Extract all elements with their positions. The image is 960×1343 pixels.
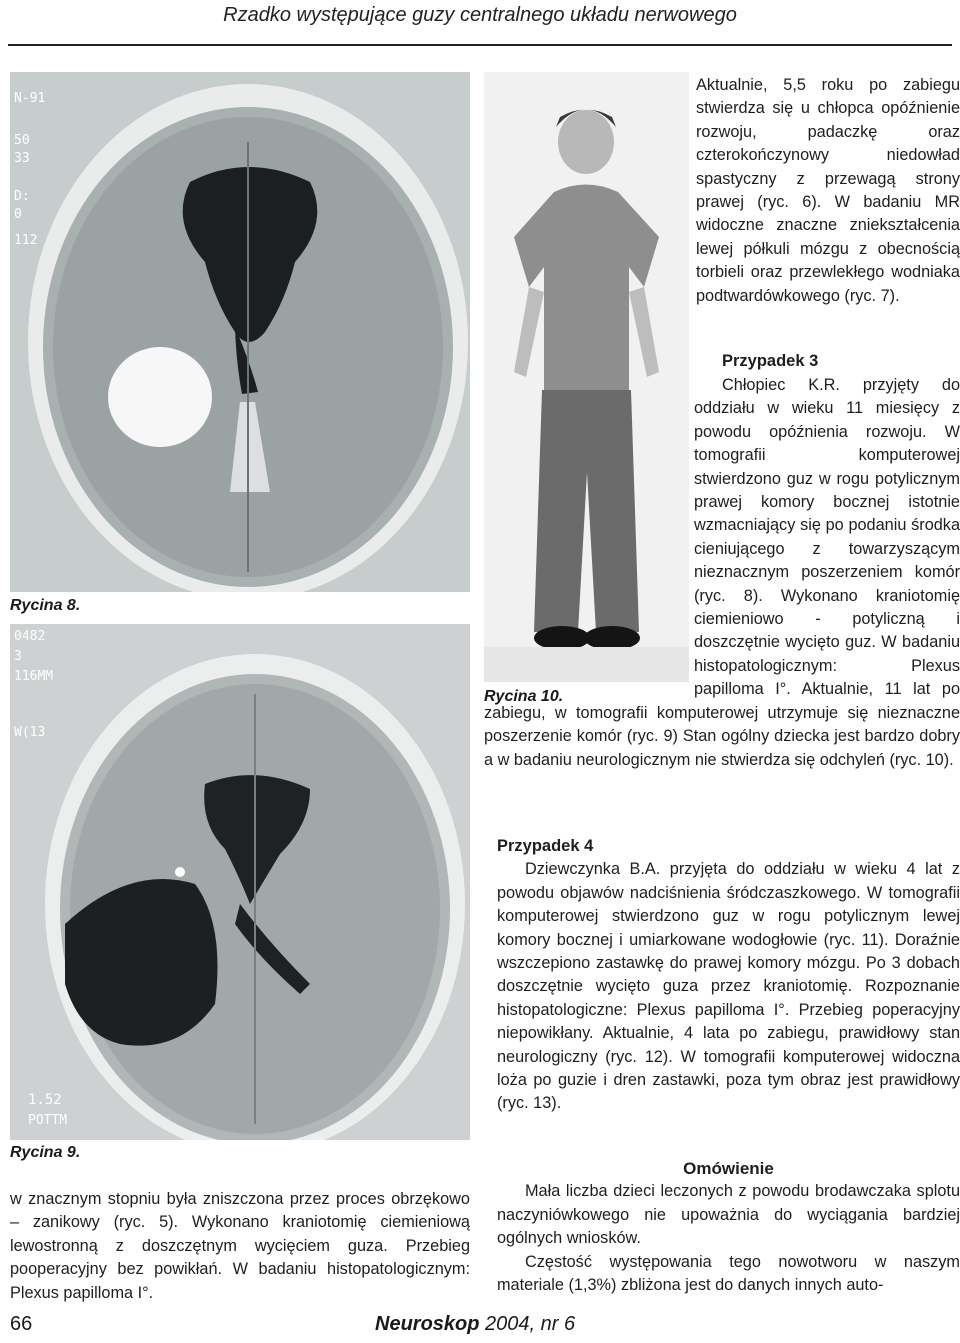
- ct-scan-figure-8: [10, 72, 470, 592]
- case4-heading: Przypadek 4: [497, 837, 594, 855]
- scan-overlay-text: 50: [14, 133, 30, 148]
- section-case3: [696, 350, 960, 373]
- scan-overlay-text: W(13: [14, 725, 46, 740]
- scan-overlay-text: 116MM: [14, 669, 54, 684]
- section-case4: [497, 835, 960, 1116]
- scan-overlay-text: 0: [14, 207, 22, 222]
- ct-scan-figure-9: [10, 624, 470, 1140]
- figure-10-caption: Rycina 10.: [484, 688, 564, 705]
- discussion-paragraph-1: Mała liczba dzieci leczonych z powodu brodawczaka splotu naczyniówkowego nie upoważnia do wyciągania bardziej ogólnych wniosków.: [497, 1182, 960, 1248]
- discussion-paragraph-2: Częstość występowania tego nowotworu w naszym materiale (1,3%) zbliżona jest do danych innych auto-: [497, 1252, 960, 1295]
- case4-body: Dziewczynka B.A. przyjęta do oddziału w wieku 4 lat z powodu objawów nadciśnienia śródczaszkowego. W tomografii komputerowej stwierdzono guz w rogu potylicznym lewej komory bocznej i umiarkowane wodogłowie (ryc. 11). Doraźnie wszczepiono zastawkę do prawej komory mózgu. Po 3 dobach doszczętnie wycięto guza przez kraniotomię. Rozpoznanie histopatologiczne: Plexus papilloma I°. Przebieg poperacyjny niepowikłany. Aktualnie, 4 lata po zabiegu, prawidłowy stan neurologiczny (ryc. 12). W tomografii komputerowej widoczna loża po guzie i dren zastawki, poza tym obraz jest prawidłowy (ryc. 13).: [497, 860, 960, 1113]
- journal-name: Neuroskop: [375, 1313, 480, 1335]
- running-header: [0, 0, 960, 34]
- paragraph-case2-followup: [696, 74, 960, 308]
- section-discussion: [497, 1157, 960, 1297]
- paragraph-text: w znacznym stopniu była zniszczona przez proces obrzękowo – zanikowy (ryc. 5). Wykonano kraniotomię ciemieniową lewostronną z doszczętnym wycięciem guza. Przebieg pooperacyjny bez powikłań. W badaniu histopatologicznym: Plexus papilloma I°.: [10, 1190, 470, 1302]
- case3-body-wrap: [484, 374, 960, 772]
- header-rule: [8, 44, 952, 46]
- paragraph-case2-surgery: [10, 1188, 470, 1305]
- scan-overlay-text: D:: [14, 189, 30, 204]
- journal-issue: 2004, nr 6: [485, 1313, 576, 1335]
- running-header-title: Rzadko występujące guzy centralnego układu nerwowego: [223, 4, 737, 26]
- case3-heading: Przypadek 3: [722, 352, 819, 370]
- scan-overlay-text: 0482: [14, 629, 46, 644]
- figure-8-caption: Rycina 8.: [10, 597, 81, 614]
- case3-body: Chłopiec K.R. przyjęty do oddziału w wieku 11 miesięcy z powodu opóźnienia rozwoju. W tomografii komputerowej stwierdzono guz w rogu potylicznym prawej komory bocznej istotnie wzmacniający się po podaniu środka cieniującego z towarzyszącym nieznacznym poszerzeniem komór (ryc. 8). Wykonano kraniotomię ciemieniowo - potyliczną i doszczętnie wycięto guz. W badaniu histopatologicznym: Plexus papilloma I°. Aktualnie, 11 lat po zabiegu, w tomografii komputerowej utrzymuje się nieznaczne poszerzenie komór (ryc. 9) Stan ogólny dziecka jest bardzo dobry a w badaniu neurologicznym nie stwierdza się odchyleń (ryc. 10).: [484, 376, 960, 769]
- scan-overlay-text: 33: [14, 151, 30, 166]
- case3-photo-float: [484, 374, 694, 696]
- scan-overlay-text: 112: [14, 233, 38, 248]
- page-number: 66: [10, 1313, 33, 1335]
- scan-overlay-text: 1.52: [28, 1092, 62, 1108]
- scan-overlay-text: N-91: [14, 91, 46, 106]
- scan-overlay-text: POTTM: [28, 1113, 68, 1128]
- paragraph-text: Aktualnie, 5,5 roku po zabiegu stwierdza się u chłopca opóźnienie rozwoju, padaczkę oraz czterokończynowy niedowład spastyczny z przewagą strony prawej (ryc. 6). W badaniu MR widoczne znaczne zniekształcenia lewej półkuli mózgu z obecnością torbieli oraz przewlekłego wodniaka podtwardówkowego (ryc. 7).: [696, 76, 960, 305]
- discussion-heading: Omówienie: [683, 1159, 774, 1178]
- journal-footer: [375, 1313, 575, 1336]
- figure-9-caption: Rycina 9.: [10, 1144, 81, 1161]
- scan-overlay-text: 3: [14, 649, 22, 664]
